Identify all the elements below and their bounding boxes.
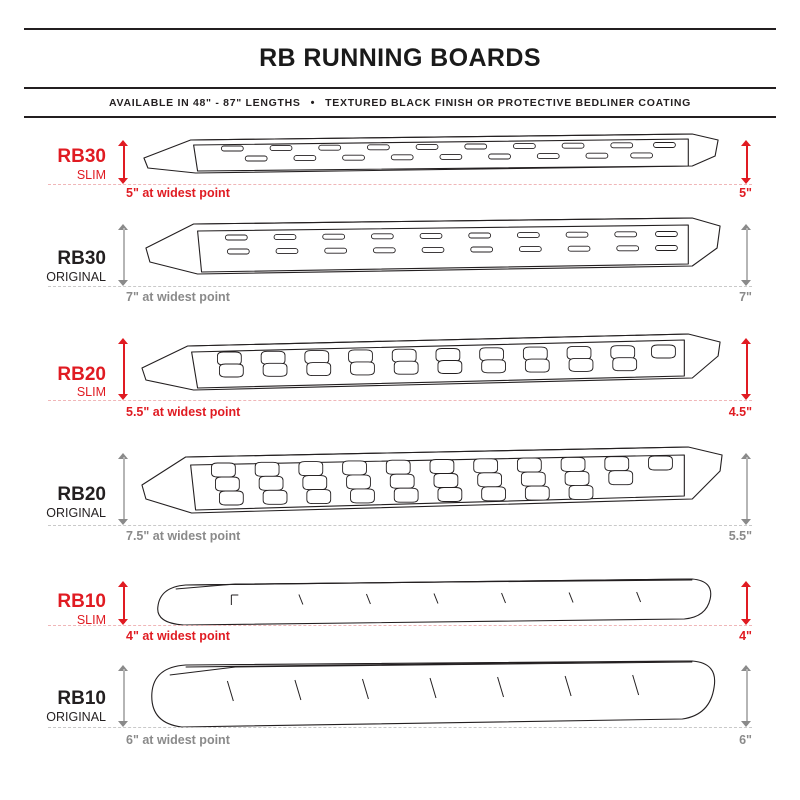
subtitle-finish: TEXTURED BLACK FINISH OR PROTECTIVE BEDLINER COATING	[325, 97, 691, 109]
label-column	[24, 122, 112, 208]
header-subtitle	[24, 89, 776, 116]
left-dimension-label: 5.5" at widest point	[126, 405, 241, 419]
label-column	[24, 208, 112, 326]
subtitle-lengths: AVAILABLE IN 48" - 87" LENGTHS	[109, 97, 301, 109]
left-measure-arrow	[112, 439, 136, 567]
model-label: RB10	[57, 688, 106, 710]
left-dimension-label: 4" at widest point	[126, 629, 230, 643]
model-label: RB20	[57, 363, 106, 385]
board-illustration-rb20-slim	[136, 326, 732, 439]
right-dimension-label: 6"	[739, 733, 752, 747]
board-row-rb10-slim	[24, 567, 776, 653]
left-measure-arrow	[112, 326, 136, 439]
variant-label: ORIGINAL	[46, 269, 106, 284]
right-dimension-label: 5.5"	[728, 529, 752, 543]
variant-label: ORIGINAL	[46, 709, 106, 724]
right-dimension-label: 4.5"	[728, 405, 752, 419]
label-column	[24, 653, 112, 761]
board-illustration-rb20-original	[136, 439, 732, 567]
board-illustration-rb30-original	[136, 208, 732, 326]
header-top-rule	[24, 28, 776, 30]
board-row-rb30-original	[24, 208, 776, 326]
right-measure-arrow	[732, 326, 776, 439]
board-row-rb30-slim	[24, 122, 776, 208]
page-title: RB RUNNING BOARDS	[259, 44, 541, 72]
left-dimension-label: 7" at widest point	[126, 290, 230, 304]
variant-label: ORIGINAL	[46, 505, 106, 520]
board-row-rb10-original	[24, 653, 776, 761]
variant-label: SLIM	[76, 612, 106, 627]
right-dimension-label: 5"	[739, 186, 752, 200]
model-label: RB20	[57, 484, 106, 506]
label-column	[24, 439, 112, 567]
board-row-rb20-original	[24, 439, 776, 567]
left-measure-arrow	[112, 208, 136, 326]
variant-label: SLIM	[76, 385, 106, 400]
subtitle-separator: •	[310, 96, 316, 109]
board-rows	[24, 122, 776, 761]
left-dimension-label: 7.5" at widest point	[126, 529, 241, 543]
header	[24, 0, 776, 118]
label-column	[24, 567, 112, 653]
header-bottom-rule	[24, 116, 776, 118]
right-dimension-label: 7"	[739, 290, 752, 304]
right-measure-arrow	[732, 208, 776, 326]
right-dimension-label: 4"	[739, 629, 752, 643]
left-dimension-label: 5" at widest point	[126, 186, 230, 200]
model-label: RB10	[57, 591, 106, 613]
left-dimension-label: 6" at widest point	[126, 733, 230, 747]
model-label: RB30	[57, 248, 106, 270]
variant-label: SLIM	[76, 167, 106, 182]
board-row-rb20-slim	[24, 326, 776, 439]
label-column	[24, 326, 112, 439]
model-label: RB30	[57, 146, 106, 168]
right-measure-arrow	[732, 439, 776, 567]
